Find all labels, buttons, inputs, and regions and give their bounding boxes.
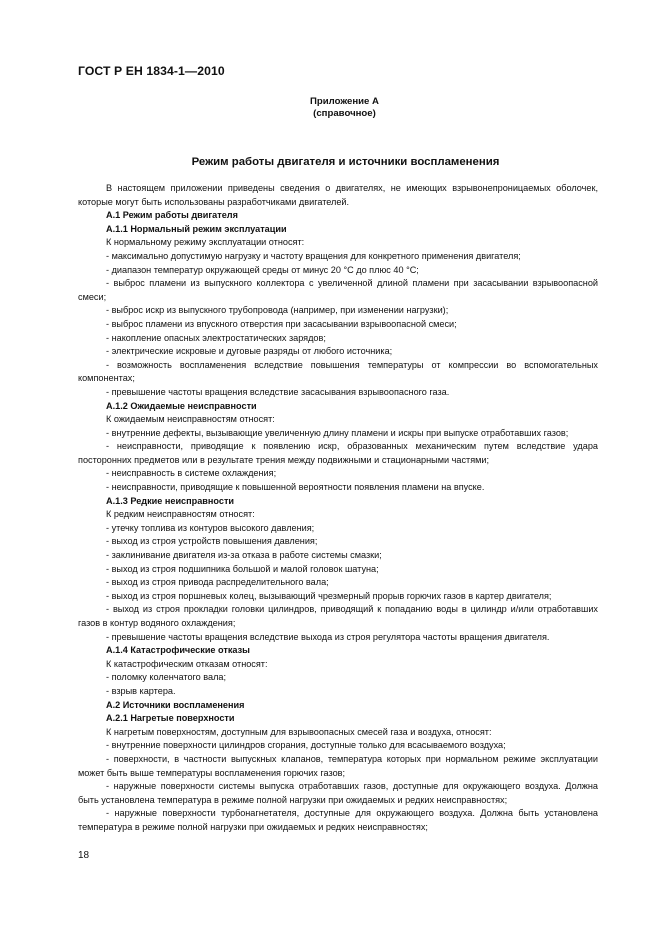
annex-label xyxy=(0,96,661,119)
paragraph: - поверхности, в частности выпускных клапанов, температура которых при нормальном режиме эксплуатации может быть выше температуры воспламенения горючих газов; xyxy=(78,753,598,778)
paragraph: - выброс пламени из выпускного коллектора с увеличенной длиной пламени при засасывании взрывоопасной смеси; xyxy=(78,278,598,302)
paragraph: В настоящем приложении приведены сведения о двигателях, не имеющих взрывонепроницаемых оболочек, которые могут быть использованы разработчиками двигателей. xyxy=(78,183,598,207)
paragraph: - наружные поверхности системы выпуска отработавших газов, доступные для окружающего воздуха. Должна быть установлена температура в режиме полной нагрузки при ожидаемых и редких неисправностях; xyxy=(78,781,598,805)
paragraph: - внутренние дефекты, вызывающие увеличенную длину пламени и искры при выпуске отработавших газов; xyxy=(106,427,569,438)
paragraph: - превышение частоты вращения вследствие засасывания взрывоопасного газа. xyxy=(106,386,450,397)
paragraph: - возможность воспламенения вследствие повышения температуры от компрессии во вспомогательных компонентах; xyxy=(78,359,598,384)
paragraph: - неисправность в системе охлаждения; xyxy=(106,468,277,479)
paragraph: - неисправности, приводящие к появлению искр, образованных механическим путем вследствие удара посторонних предметов или в результате трения между подвижными и стационарными частями; xyxy=(78,441,598,465)
paragraph: - выход из строя подшипника большой и малой головок шатуна; xyxy=(106,563,379,574)
paragraph: К катастрофическим отказам относят: xyxy=(106,658,268,669)
paragraph: - неисправности, приводящие к повышенной вероятности появления пламени на впуске. xyxy=(106,482,485,493)
paragraph: - внутренние поверхности цилиндров сгорания, доступные только для всасываемого воздуха; xyxy=(106,740,506,751)
paragraph: - наружные поверхности турбонагнетателя, доступные для окружающего воздуха. Должна быть установлена температура в режиме полной нагрузки при ожидаемых и редких неисправностях; xyxy=(78,808,598,832)
paragraph: - выход из строя поршневых колец, вызывающий чрезмерный прорыв горючих газов в картер двигателя; xyxy=(106,590,552,601)
paragraph: - выброс искр из выпускного трубопровода (например, при изменении нагрузки); xyxy=(106,305,449,316)
paragraph: - накопление опасных электростатических зарядов; xyxy=(106,332,326,343)
paragraph: К нормальному режиму эксплуатации относят: xyxy=(106,237,305,248)
paragraph: - электрические искровые и дуговые разряды от любого источника; xyxy=(106,346,393,357)
section-title: Режим работы двигателя и источники воспламенения xyxy=(191,156,500,168)
paragraph: - превышение частоты вращения вследствие выхода из строя регулятора частоты вращения двигателя. xyxy=(106,631,550,642)
paragraph: - выход из строя прокладки головки цилиндров, приводящий к попаданию воды в цилиндр и/или отработавших газов в контур водяного охлаждения; xyxy=(78,604,598,628)
page-number: 18 xyxy=(78,850,90,861)
paragraph: - выход из строя устройств повышения давления; xyxy=(106,536,318,547)
paragraph: - выброс пламени из впускного отверстия при засасывании взрывоопасной смеси; xyxy=(106,318,457,329)
section-heading: А.1.3 Редкие неисправности xyxy=(106,495,235,506)
annex-type: (справочное) xyxy=(313,107,376,119)
section-heading: А.1.2 Ожидаемые неисправности xyxy=(106,400,257,411)
paragraph: - заклинивание двигателя из-за отказа в работе системы смазки; xyxy=(106,550,382,561)
paragraph: - выход из строя привода распределительного вала; xyxy=(106,577,329,588)
section-heading: А.2 Источники воспламенения xyxy=(106,699,245,710)
paragraph: - утечку топлива из контуров высокого давления; xyxy=(106,522,315,533)
paragraph: К ожидаемым неисправностям относят: xyxy=(106,414,275,425)
paragraph: К редким неисправностям относят: xyxy=(106,509,255,520)
annex-title: Приложение А xyxy=(310,96,379,107)
section-heading: А.1 Режим работы двигателя xyxy=(106,210,238,221)
document-header: ГОСТ Р ЕН 1834-1—2010 xyxy=(78,64,225,78)
paragraph: К нагретым поверхностям, доступным для взрывоопасных смесей газа и воздуха, относят: xyxy=(106,726,492,737)
section-heading: А.1.1 Нормальный режим эксплуатации xyxy=(106,223,287,234)
paragraph: - диапазон температур окружающей среды от минус 20 °С до плюс 40 °С; xyxy=(106,264,419,275)
section-heading: А.1.4 Катастрофические отказы xyxy=(106,645,250,656)
paragraph: - максимально допустимую нагрузку и частоту вращения для конкретного применения двигателя; xyxy=(106,250,521,261)
section-heading: А.2.1 Нагретые поверхности xyxy=(106,713,235,724)
paragraph: - взрыв картера. xyxy=(106,685,176,696)
document-body xyxy=(78,182,598,835)
paragraph: - поломку коленчатого вала; xyxy=(106,672,227,683)
